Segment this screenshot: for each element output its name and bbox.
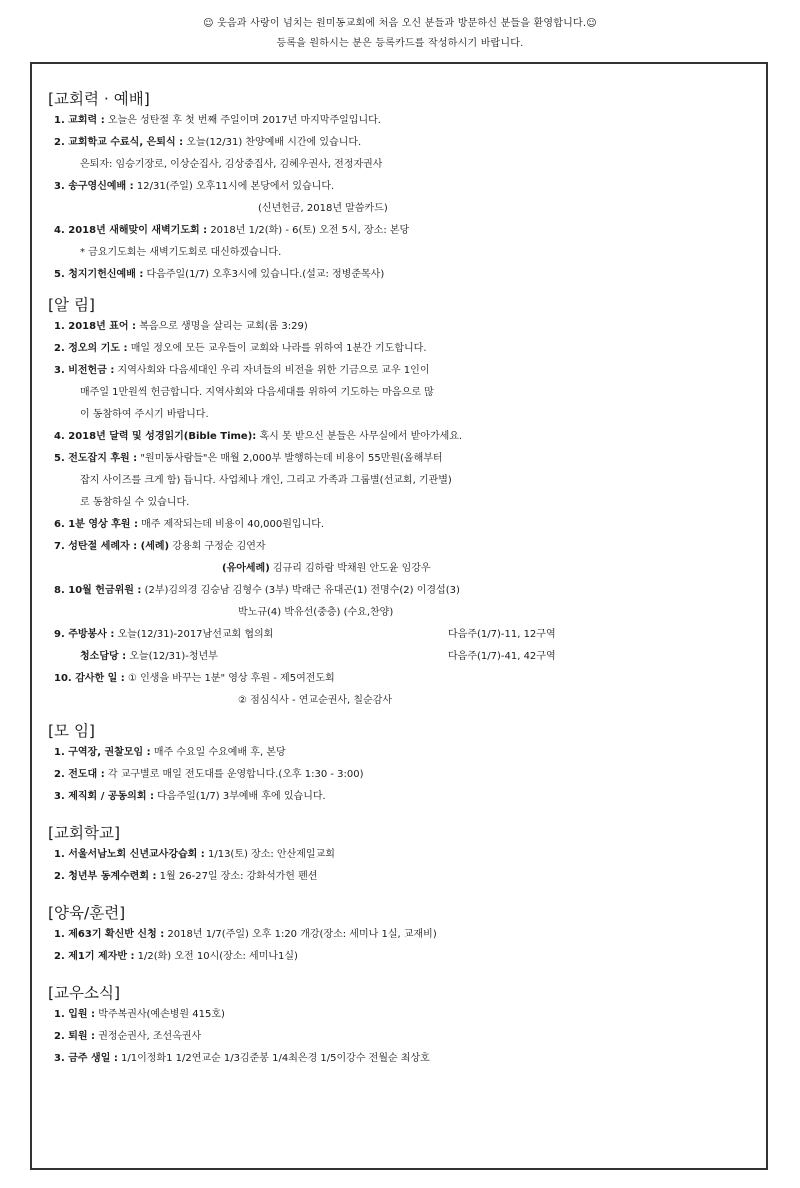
section-title-member-news: [교우소식] [48, 984, 120, 1002]
list-item: 1. 구역장, 권찰모임 : 매주 수요일 수요예배 후, 본당 [54, 747, 286, 758]
list-item-continuation: 잡지 사이즈를 크게 함) 듭니다. 사업체나 개인, 그리고 가족과 그룹별(선교회, 기관별) [80, 475, 452, 486]
list-item: 2. 전도대 : 각 교구별로 매일 전도대를 운영합니다.(오후 1:30 - 3:00) [54, 769, 364, 780]
list-item: 4. 2018년 달력 및 성경읽기(Bible Time): 혹시 못 받으신 분들은 사무실에서 받아가세요. [54, 431, 463, 442]
bulletin-content [48, 88, 768, 1070]
list-item-continuation: (신년헌금, 2018년 말씀카드) [258, 203, 388, 214]
list-item: 2. 퇴원 : 권정순권사, 조선옥권사 [54, 1031, 202, 1042]
section-title-church-school: [교회학교] [48, 824, 120, 842]
list-item-continuation: 이 동참하여 주시기 바랍니다. [80, 409, 209, 420]
list-item-continuation: (유아세례) 김규리 김하람 박채원 안도윤 임강우 [222, 563, 431, 574]
list-item: 6. 1분 영상 후원 : 매주 제작되는데 비용이 40,000원입니다. [54, 519, 325, 530]
list-item-continuation: 은퇴자: 임승기장로, 이상순집사, 김상중집사, 김혜우권사, 전정자권사 [80, 159, 383, 170]
list-item: 4. 2018년 새해맞이 새벽기도회 : 2018년 1/2(화) - 6(토) 오전 5시, 장소: 본당 [54, 225, 410, 236]
section-title-training: [양육/훈련] [48, 904, 126, 922]
list-item-continuation: 매주일 1만원씩 헌금합니다. 지역사회와 다음세대를 위하여 기도하는 마음으로 많 [80, 387, 434, 398]
list-item: 3. 비전헌금 : 지역사회와 다음세대인 우리 자녀들의 비전을 위한 기금으로 교우 1인이 [54, 365, 430, 376]
list-item: 9. 주방봉사 : 오늘(12/31)-2017남선교회 협의회 다음주(1/7)-11, 12구역 [54, 629, 556, 640]
list-item-continuation: * 금요기도회는 새벽기도회로 대신하겠습니다. [80, 247, 282, 258]
list-item: 1. 제63기 확신반 신청 : 2018년 1/7(주일) 오후 1:20 개강(장소: 세미나 1실, 교재비) [54, 929, 437, 940]
list-item: 1. 교회력 : 오늘은 성탄절 후 첫 번째 주일이며 2017년 마지막주일입니다. [54, 115, 381, 126]
list-item: 8. 10월 헌금위원 : (2부)김의경 김승남 김형수 (3부) 박래근 유대곤(1) 전명수(2) 이경섭(3) [54, 585, 460, 596]
greeting-line-2: 등록을 원하시는 분은 등록카드를 작성하시기 바랍니다. [276, 38, 524, 49]
list-item: 3. 제직회 / 공동의회 : 다음주일(1/7) 3부예배 후에 있습니다. [54, 791, 326, 802]
list-item: 2. 정오의 기도 : 매일 정오에 모든 교우들이 교회와 나라를 위하여 1분간 기도합니다. [54, 343, 427, 354]
list-item: 청소담당 : 오늘(12/31)-청년부 다음주(1/7)-41, 42구역 [80, 651, 556, 662]
section-title-meetings: [모 임] [48, 722, 95, 740]
greeting-line-1: ☺ 웃음과 사랑이 넘치는 원미동교회에 처음 오신 분들과 방문하신 분들을 환영합니다.☺ [203, 18, 597, 29]
list-item: 1. 2018년 표어 : 복음으로 생명을 살리는 교회(롬 3:29) [54, 321, 308, 332]
list-item-continuation: ② 점심식사 - 연교순권사, 칠순감사 [238, 695, 393, 706]
list-item: 2. 제1기 제자반 : 1/2(화) 오전 10시(장소: 세미나1실) [54, 951, 298, 962]
list-item: 7. 성탄절 세례자 : (세례) 강용회 구정순 김연자 [54, 541, 266, 552]
list-item: 1. 입원 : 박주복권사(예손병원 415호) [54, 1009, 225, 1020]
list-item-continuation: 박노규(4) 박유선(중층) (수요,찬양) [238, 607, 394, 618]
section-title-notices: [알 림] [48, 296, 95, 314]
list-item: 5. 청지기헌신예배 : 다음주일(1/7) 오후3시에 있습니다.(설교: 정병준목사) [54, 269, 385, 280]
list-item: 10. 감사한 일 : ① 인생을 바꾸는 1분" 영상 후원 - 제5여전도회 [54, 673, 335, 684]
list-item: 5. 전도잡지 후원 : "원미동사람들"은 매월 2,000부 발행하는데 비용이 55만원(올해부터 [54, 453, 443, 464]
list-item: 2. 청년부 동계수련회 : 1월 26-27일 장소: 강화석가헌 펜션 [54, 871, 318, 882]
section-title-worship: [교회력 · 예배] [48, 90, 150, 108]
list-item: 3. 송구영신예배 : 12/31(주일) 오후11시에 본당에서 있습니다. [54, 181, 335, 192]
list-item-continuation: 로 동참하실 수 있습니다. [80, 497, 190, 508]
list-item: 2. 교회학교 수료식, 은퇴식 : 오늘(12/31) 찬양예배 시간에 있습니다. [54, 137, 362, 148]
list-item: 3. 금주 생일 : 1/1이정화1 1/2연교순 1/3김준봉 1/4최은경 1/5이강수 전월순 최상호 [54, 1053, 430, 1064]
list-item: 1. 서울서남노회 신년교사강습회 : 1/13(토) 장소: 안산제일교회 [54, 849, 335, 860]
